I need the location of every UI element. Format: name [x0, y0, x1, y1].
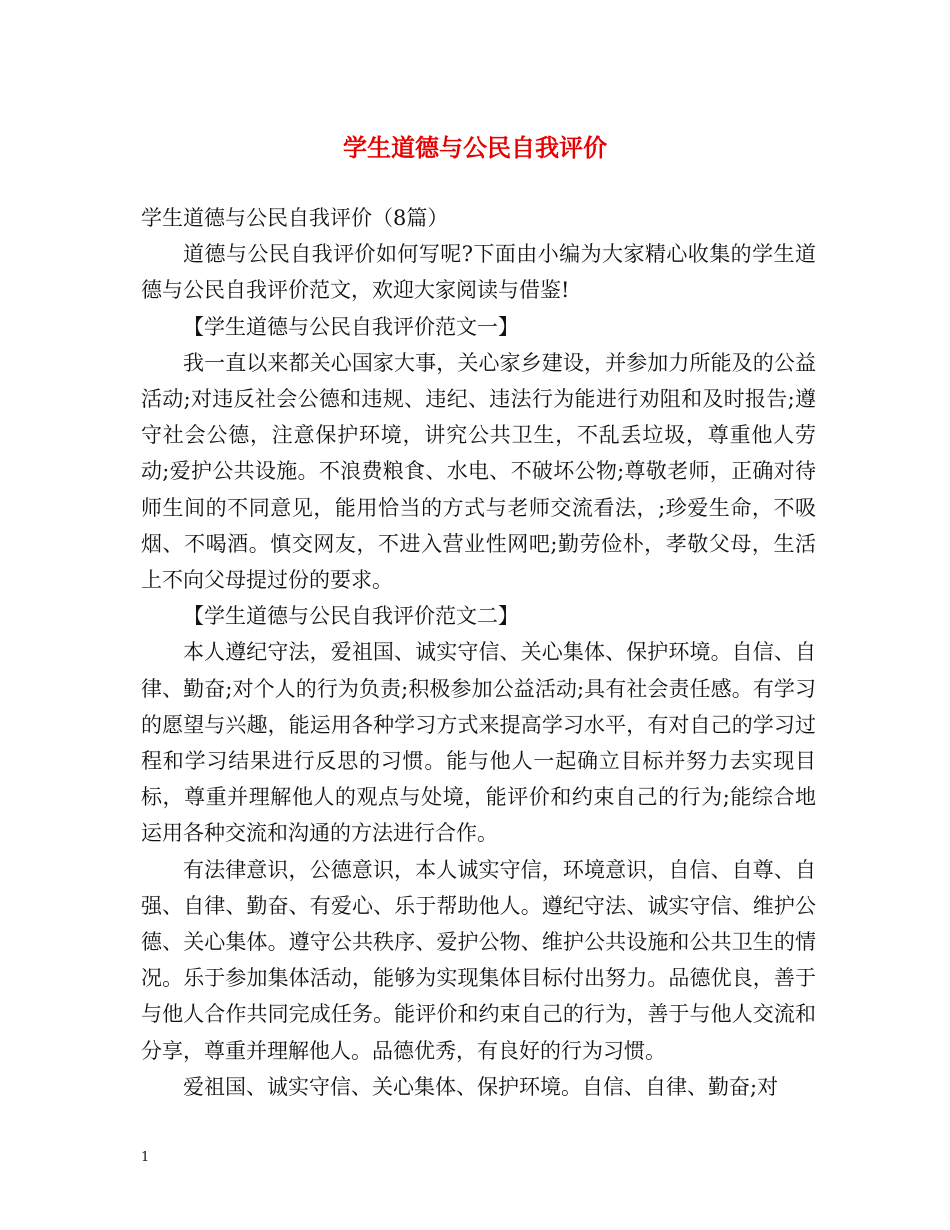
- document-subtitle: 学生道德与公民自我评价（8篇）: [141, 206, 449, 230]
- intro-paragraph: 道德与公民自我评价如何写呢?下面由小编为大家精心收集的学生道德与公民自我评价范文，欢迎大家阅读与借鉴!: [141, 242, 816, 303]
- document-body: [141, 200, 816, 1105]
- section-heading-2: 【学生道德与公民自我评价范文二】: [183, 604, 519, 629]
- section-heading-1: 【学生道德与公民自我评价范文一】: [183, 314, 519, 339]
- sample-paragraph-3: 有法律意识，公德意识，本人诚实守信，环境意识，自信、自尊、自强、自律、勤奋、有爱心、乐于帮助他人。遵纪守法、诚实守信、维护公德、关心集体。遵守公共秩序、爱护公物、维护公共设施和公共卫生的情况。乐于参加集体活动，能够为实现集体目标付出努力。品德优良，善于与他人合作共同完成任务。能评价和约束自己的行为，善于与他人交流和分享，尊重并理解他人。品德优秀，有良好的行为习惯。: [141, 857, 816, 1063]
- document-title: 学生道德与公民自我评价: [343, 134, 607, 162]
- sample-paragraph-2: 本人遵纪守法，爱祖国、诚实守信、关心集体、保护环境。自信、自律、勤奋;对个人的行为负责;积极参加公益活动;具有社会责任感。有学习的愿望与兴趣，能运用各种学习方式来提高学习水平，有对自己的学习过程和学习结果进行反思的习惯。能与他人一起确立目标并努力去实现目标，尊重并理解他人的观点与处境，能评价和约束自己的行为;能综合地运用各种交流和沟通的方法进行合作。: [141, 640, 816, 846]
- page-number: 1: [141, 1150, 150, 1165]
- sample-paragraph-4: 爱祖国、诚实守信、关心集体、保护环境。自信、自律、勤奋;对: [183, 1074, 779, 1099]
- sample-paragraph-1: 我一直以来都关心国家大事，关心家乡建设，并参加力所能及的公益活动;对违反社会公德和违规、违纪、违法行为能进行劝阻和及时报告;遵守社会公德，注意保护环境，讲究公共卫生，不乱丢垃圾，尊重他人劳动;爱护公共设施。不浪费粮食、水电、不破坏公物;尊敬老师，正确对待师生间的不同意见，能用恰当的方式与老师交流看法，;珍爱生命，不吸烟、不喝酒。慎交网友，不进入营业性网吧;勤劳俭朴，孝敬父母，生活上不向父母提过份的要求。: [141, 350, 816, 593]
